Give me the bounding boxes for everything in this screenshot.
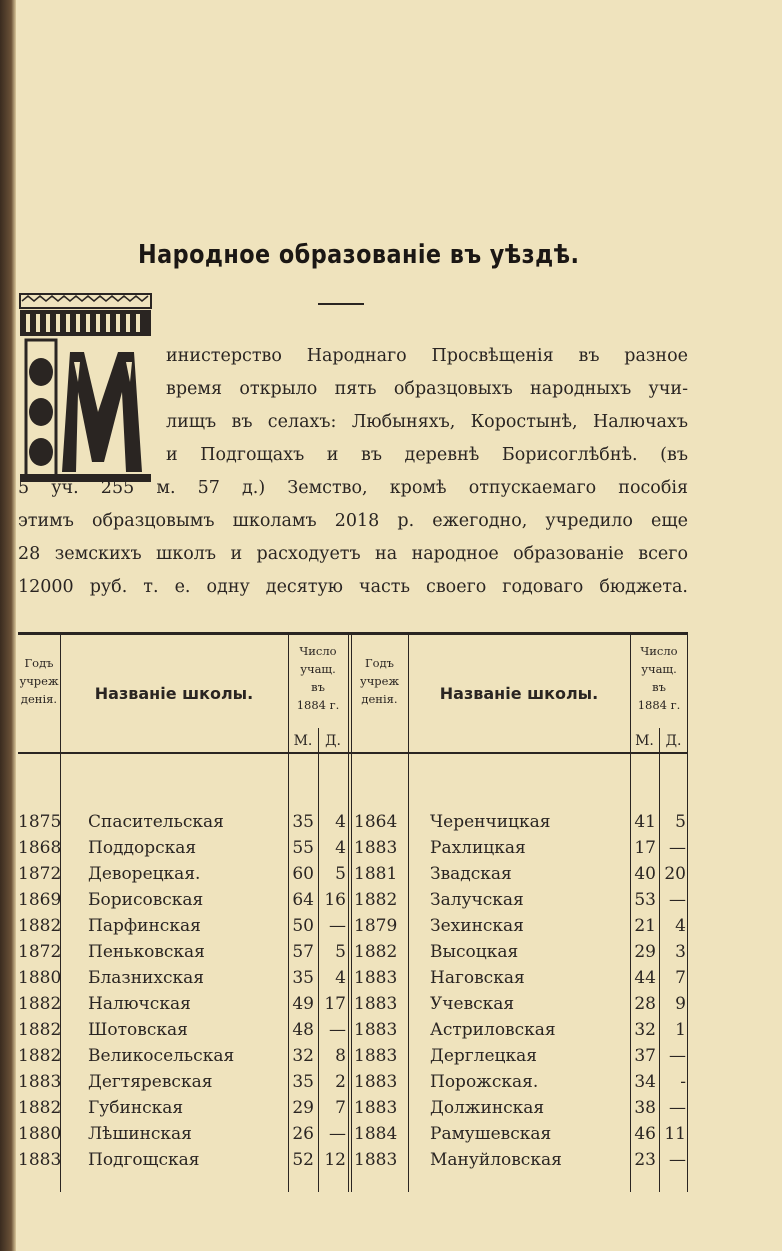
cell-left-year: 1880 (18, 968, 62, 988)
cell-right-m: 29 (634, 942, 656, 962)
header-name: Названіе школы. (94, 684, 254, 703)
cell-right-m: 21 (634, 916, 656, 936)
cell-left-m: 52 (292, 1150, 314, 1170)
cell-right-m: 17 (634, 838, 656, 858)
cell-right-d: 11 (664, 1124, 686, 1144)
paragraph-line: и Подгощахъ и въ деревнѣ Борисоглѣбнѣ. (въ (166, 445, 688, 465)
table-row (18, 1150, 688, 1176)
cell-right-name: Должинская (430, 1098, 545, 1118)
cell-right-name: Зехинская (430, 916, 524, 936)
cell-right-year: 1883 (354, 1046, 398, 1066)
paragraph-line: лищъ въ селахъ: Любыняхъ, Коростынѣ, Налючахъ (166, 412, 688, 432)
cell-right-m: 53 (634, 890, 656, 910)
cell-left-d: — (329, 1020, 346, 1040)
cell-right-d: 3 (675, 942, 686, 962)
cell-right-year: 1883 (354, 994, 398, 1014)
cell-right-name: Наговская (430, 968, 525, 988)
cell-left-d: — (329, 916, 346, 936)
table-row (18, 1046, 688, 1072)
cell-left-name: Блазнихская (88, 968, 204, 988)
cell-left-name: Губинская (88, 1098, 184, 1118)
header-year: Годъ учреж денія. (19, 656, 59, 706)
cell-left-d: 2 (335, 1072, 346, 1092)
cell-left-year: 1882 (18, 1098, 62, 1118)
cell-right-year: 1883 (354, 1098, 398, 1118)
cell-left-m: 55 (292, 838, 314, 858)
cell-right-name: Рамушевская (430, 1124, 552, 1144)
cell-left-m: 29 (292, 1098, 314, 1118)
cell-left-year: 1872 (18, 942, 62, 962)
cell-right-d: — (669, 1046, 686, 1066)
header-girls: Д. (325, 733, 341, 749)
cell-right-name: Высоцкая (430, 942, 519, 962)
cell-right-year: 1879 (354, 916, 398, 936)
header-count: Число учащ. въ 1884 г. (637, 644, 681, 712)
cell-left-name: Борисовская (88, 890, 204, 910)
cell-right-year: 1883 (354, 1150, 398, 1170)
cell-right-d: — (669, 1150, 686, 1170)
cell-left-name: Подгощская (88, 1150, 200, 1170)
cell-right-name: Звадская (430, 864, 512, 884)
table-row (18, 864, 688, 890)
cell-left-d: 16 (324, 890, 346, 910)
bleed-through-text (300, 60, 760, 330)
cell-left-d: 5 (335, 864, 346, 884)
cell-right-m: 41 (634, 812, 656, 832)
cell-left-year: 1869 (18, 890, 62, 910)
cell-right-year: 1883 (354, 1072, 398, 1092)
cell-right-m: 32 (634, 1020, 656, 1040)
cell-right-name: Учевская (430, 994, 515, 1014)
table-row (18, 968, 688, 994)
schools-table (18, 632, 688, 1192)
cell-left-name: Деворецкая. (88, 864, 201, 884)
cell-right-m: 23 (634, 1150, 656, 1170)
cell-right-name: Мануйловская (430, 1150, 562, 1170)
body-paragraph (18, 340, 688, 604)
cell-right-d: - (680, 1072, 686, 1092)
cell-right-name: Дерглецкая (430, 1046, 537, 1066)
cell-left-d: 4 (335, 812, 346, 832)
cell-right-year: 1864 (354, 812, 398, 832)
cell-left-name: Пеньковская (88, 942, 205, 962)
cell-left-m: 35 (292, 812, 314, 832)
cell-left-m: 32 (292, 1046, 314, 1066)
cell-right-name: Астриловская (430, 1020, 556, 1040)
cell-left-year: 1882 (18, 994, 62, 1014)
cell-left-name: Поддорская (88, 838, 197, 858)
header-girls: Д. (665, 733, 682, 749)
cell-left-name: Лѣшинская (88, 1124, 192, 1144)
cell-right-d: — (669, 838, 686, 858)
cell-right-d: — (669, 890, 686, 910)
table-row (18, 890, 688, 916)
table-header-rule (18, 752, 688, 754)
table-row (18, 994, 688, 1020)
cell-right-year: 1883 (354, 838, 398, 858)
cell-right-m: 46 (634, 1124, 656, 1144)
cell-right-m: 40 (634, 864, 656, 884)
cell-left-m: 35 (292, 968, 314, 988)
cell-right-name: Рахлицкая (430, 838, 526, 858)
cell-left-year: 1882 (18, 916, 62, 936)
cell-left-d: 12 (324, 1150, 346, 1170)
cell-left-d: — (329, 1124, 346, 1144)
cell-right-d: 7 (675, 968, 686, 988)
cell-left-m: 26 (292, 1124, 314, 1144)
book-spine (0, 0, 16, 1251)
cell-right-name: Порожская. (430, 1072, 539, 1092)
cell-right-m: 44 (634, 968, 656, 988)
header-year: Годъ учреж денія. (359, 656, 400, 706)
cell-left-m: 49 (292, 994, 314, 1014)
cell-left-m: 48 (292, 1020, 314, 1040)
table-row (18, 916, 688, 942)
cell-left-d: 8 (335, 1046, 346, 1066)
cell-right-d: 4 (675, 916, 686, 936)
cell-right-name: Залучская (430, 890, 524, 910)
table-row (18, 942, 688, 968)
cell-right-d: 20 (664, 864, 686, 884)
cell-right-year: 1882 (354, 890, 398, 910)
paragraph-line: инистерство Народнаго Просвѣщенія въ разное (166, 346, 688, 366)
cell-right-m: 34 (634, 1072, 656, 1092)
header-name: Названіе школы. (439, 684, 599, 703)
cell-left-year: 1883 (18, 1150, 62, 1170)
page-title: Народное образованіе въ уѣздѣ. (138, 240, 580, 270)
cell-right-d: 1 (675, 1020, 686, 1040)
table-row (18, 1072, 688, 1098)
table-row (18, 1020, 688, 1046)
cell-left-year: 1882 (18, 1046, 62, 1066)
cell-left-d: 4 (335, 968, 346, 988)
cell-left-year: 1880 (18, 1124, 62, 1144)
cell-left-name: Спасительская (88, 812, 224, 832)
cell-right-d: — (669, 1098, 686, 1118)
cell-left-d: 5 (335, 942, 346, 962)
paragraph-line: 12000 руб. т. е. одну десятую часть своего годоваго бюджета. (18, 577, 688, 597)
cell-right-d: 9 (675, 994, 686, 1014)
table-top-rule (18, 632, 688, 635)
paragraph-line: 28 земскихъ школъ и расходуетъ на народное образованіе всего (18, 544, 688, 564)
header-boys: М. (293, 733, 313, 749)
cell-left-m: 64 (292, 890, 314, 910)
cell-left-name: Великосельская (88, 1046, 235, 1066)
cell-left-name: Налючская (88, 994, 191, 1014)
cell-left-m: 57 (292, 942, 314, 962)
header-boys: М. (635, 733, 654, 749)
paragraph-line: 5 уч. 255 м. 57 д.) Земство, кромѣ отпускаемаго пособія (18, 478, 688, 498)
table-row (18, 812, 688, 838)
cell-left-d: 17 (324, 994, 346, 1014)
cell-left-name: Шотовская (88, 1020, 188, 1040)
cell-right-name: Черенчицкая (430, 812, 551, 832)
cell-left-d: 4 (335, 838, 346, 858)
table-row (18, 1124, 688, 1150)
cell-right-m: 37 (634, 1046, 656, 1066)
cell-left-year: 1868 (18, 838, 62, 858)
paragraph-line: этимъ образцовымъ школамъ 2018 р. ежегодно, учредило еще (18, 511, 688, 531)
cell-right-year: 1884 (354, 1124, 398, 1144)
cell-left-name: Дегтяревская (88, 1072, 213, 1092)
table-row (18, 838, 688, 864)
cell-right-year: 1883 (354, 968, 398, 988)
cell-left-m: 60 (292, 864, 314, 884)
cell-left-year: 1872 (18, 864, 62, 884)
cell-right-d: 5 (675, 812, 686, 832)
cell-left-year: 1882 (18, 1020, 62, 1040)
table-row (18, 1098, 688, 1124)
cell-right-m: 38 (634, 1098, 656, 1118)
cell-left-d: 7 (335, 1098, 346, 1118)
header-count: Число учащ. въ 1884 г. (296, 644, 340, 712)
paragraph-line: время открыло пять образцовыхъ народныхъ учи- (166, 379, 688, 399)
cell-right-year: 1882 (354, 942, 398, 962)
cell-right-year: 1883 (354, 1020, 398, 1040)
title-divider (318, 303, 364, 305)
cell-right-m: 28 (634, 994, 656, 1014)
cell-left-m: 50 (292, 916, 314, 936)
cell-left-year: 1875 (18, 812, 62, 832)
cell-left-m: 35 (292, 1072, 314, 1092)
cell-right-year: 1881 (354, 864, 398, 884)
cell-left-name: Парфинская (88, 916, 201, 936)
cell-left-year: 1883 (18, 1072, 62, 1092)
